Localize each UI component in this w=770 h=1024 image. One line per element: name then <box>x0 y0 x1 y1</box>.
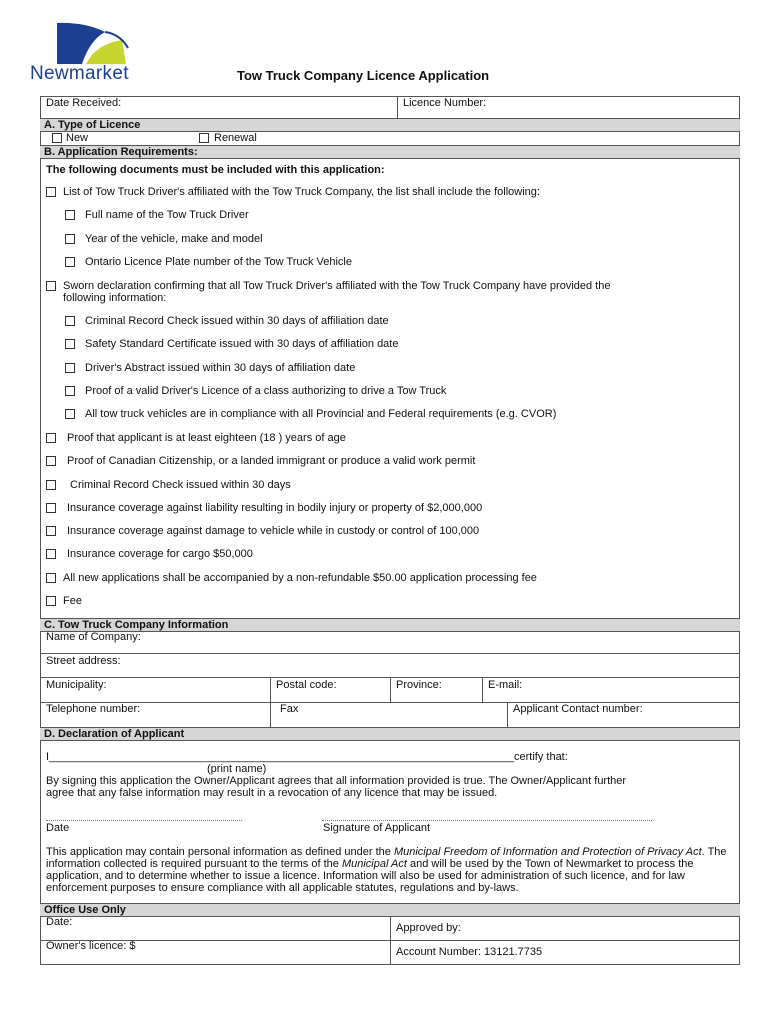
vehicle-damage-insurance-checkbox[interactable] <box>46 526 56 536</box>
cargo-insurance-checkbox[interactable] <box>46 549 56 559</box>
driver-list-checkbox[interactable] <box>46 187 56 197</box>
applicant-signature-line[interactable] <box>322 820 652 821</box>
newmarket-logo <box>30 18 150 88</box>
safety-certificate-checkbox[interactable] <box>65 339 75 349</box>
divider <box>390 677 391 702</box>
province-field[interactable]: Province: <box>396 679 442 691</box>
account-number-field: Account Number: 13121.7735 <box>396 946 543 958</box>
licence-plate-label: Ontario Licence Plate number of the Tow Truck Vehicle <box>85 256 352 268</box>
liability-insurance-checkbox[interactable] <box>46 503 56 513</box>
driver-list-label: List of Tow Truck Driver's affiliated with the Tow Truck Company, the list shall include the following: <box>63 186 540 198</box>
criminal-record-affiliation-label: Criminal Record Check issued within 30 days of affiliation date <box>85 315 389 327</box>
drivers-licence-proof-label: Proof of a valid Driver's Licence of a class authorizing to drive a Tow Truck <box>85 385 447 397</box>
licence-plate-checkbox[interactable] <box>65 257 75 267</box>
company-name-field[interactable]: Name of Company: <box>46 631 141 643</box>
section-a-heading: A. Type of Licence <box>40 118 740 132</box>
telephone-field[interactable]: Telephone number: <box>46 703 141 715</box>
processing-fee-label: All new applications shall be accompanied by a non-refundable $50.00 application processing fee <box>63 572 537 584</box>
section-d-heading: D. Declaration of Applicant <box>40 727 740 741</box>
approved-by-field: Approved by: <box>396 922 461 934</box>
age-proof-checkbox[interactable] <box>46 433 56 443</box>
owners-licence-field: Owner's licence: $ <box>46 940 136 952</box>
email-field[interactable]: E-mail: <box>488 679 523 691</box>
newmarket-logo-mark <box>30 18 150 66</box>
safety-certificate-label: Safety Standard Certificate issued with 30 days of affiliation date <box>85 338 399 350</box>
section-b-heading: B. Application Requirements: <box>40 145 740 159</box>
divider <box>40 940 740 941</box>
privacy-text-3: and will be used by the Town of Newmarket to process the application, and to determine whether to issue a licence. Information will also be used for administration of such licence, and for law enforcement purposes to ensure compliance with all applicable statutes, regulations and by-laws. <box>46 858 694 894</box>
certify-name-line[interactable]: I____________________________________________________________________________certify that: <box>46 751 568 763</box>
divider <box>397 96 398 118</box>
privacy-act-name: Municipal Freedom of Information and Protection of Privacy Act <box>393 846 702 858</box>
street-address-field[interactable]: Street address: <box>46 655 121 667</box>
fax-field[interactable]: Fax <box>280 703 299 715</box>
age-proof-label: Proof that applicant is at least eighteen (18 ) years of age <box>67 432 346 444</box>
agreement-text-line2: agree that any false information may result in a revocation of any licence that may be issued. <box>46 787 498 799</box>
divider <box>507 702 508 727</box>
sworn-declaration-checkbox[interactable] <box>46 281 56 291</box>
criminal-record-label: Criminal Record Check issued within 30 days <box>70 479 291 491</box>
criminal-record-checkbox[interactable] <box>46 480 56 490</box>
print-name-caption: (print name) <box>207 763 267 775</box>
privacy-text-1: This application may contain personal information as defined under the <box>46 846 394 858</box>
page-title: Tow Truck Company Licence Application <box>237 68 490 83</box>
office-date-field: Date: <box>46 916 73 928</box>
renewal-licence-checkbox[interactable] <box>199 133 209 143</box>
licence-number-label: Licence Number: <box>403 97 487 109</box>
applicant-contact-field[interactable]: Applicant Contact number: <box>513 703 643 715</box>
municipality-field[interactable]: Municipality: <box>46 679 107 691</box>
privacy-text-2: . The information collected is required pursuant to the terms of the <box>46 846 727 870</box>
municipal-act-name: Municipal Act <box>341 858 407 870</box>
vehicle-compliance-label: All tow truck vehicles are in compliance with all Provincial and Federal requirements (e.g. CVOR) <box>85 408 557 420</box>
liability-insurance-label: Insurance coverage against liability resulting in bodily injury or property of $2,000,000 <box>67 502 483 514</box>
new-licence-label: New <box>66 132 89 144</box>
vehicle-compliance-checkbox[interactable] <box>65 409 75 419</box>
divider <box>482 677 483 702</box>
new-licence-checkbox[interactable] <box>52 133 62 143</box>
cargo-insurance-label: Insurance coverage for cargo $50,000 <box>67 548 253 560</box>
date-signature-line[interactable] <box>46 820 242 821</box>
fee-checkbox[interactable] <box>46 596 56 606</box>
office-use-heading: Office Use Only <box>40 903 740 917</box>
sworn-declaration-label-line1: Sworn declaration confirming that all Tow Truck Driver's affiliated with the Tow Truck Company have provided the <box>63 280 611 292</box>
citizenship-proof-checkbox[interactable] <box>46 456 56 466</box>
vehicle-damage-insurance-label: Insurance coverage against damage to vehicle while in custody or control of 100,000 <box>67 525 480 537</box>
privacy-notice <box>46 846 736 894</box>
vehicle-year-label: Year of the vehicle, make and model <box>85 233 263 245</box>
signature-caption: Signature of Applicant <box>323 822 431 834</box>
postal-code-field[interactable]: Postal code: <box>276 679 337 691</box>
renewal-licence-label: Renewal <box>214 132 257 144</box>
citizenship-proof-label: Proof of Canadian Citizenship, or a landed immigrant or produce a valid work permit <box>67 455 476 467</box>
drivers-licence-proof-checkbox[interactable] <box>65 386 75 396</box>
divider <box>40 653 740 654</box>
drivers-abstract-checkbox[interactable] <box>65 363 75 373</box>
sworn-declaration-label-line2: following information: <box>63 292 167 304</box>
date-received-label: Date Received: <box>46 97 122 109</box>
section-c-heading: C. Tow Truck Company Information <box>40 618 740 632</box>
drivers-abstract-label: Driver's Abstract issued within 30 days of affiliation date <box>85 362 356 374</box>
agreement-text-line1: By signing this application the Owner/Applicant agrees that all information provided is true. The Owner/Applicant further <box>46 775 627 787</box>
date-caption: Date <box>46 822 70 834</box>
driver-name-checkbox[interactable] <box>65 210 75 220</box>
requirements-intro: The following documents must be included with this application: <box>46 164 385 176</box>
logo-wordmark: Newmarket <box>30 63 129 84</box>
criminal-record-affiliation-checkbox[interactable] <box>65 316 75 326</box>
vehicle-year-checkbox[interactable] <box>65 234 75 244</box>
fee-label: Fee <box>63 595 82 607</box>
driver-name-label: Full name of the Tow Truck Driver <box>85 209 249 221</box>
processing-fee-checkbox[interactable] <box>46 573 56 583</box>
